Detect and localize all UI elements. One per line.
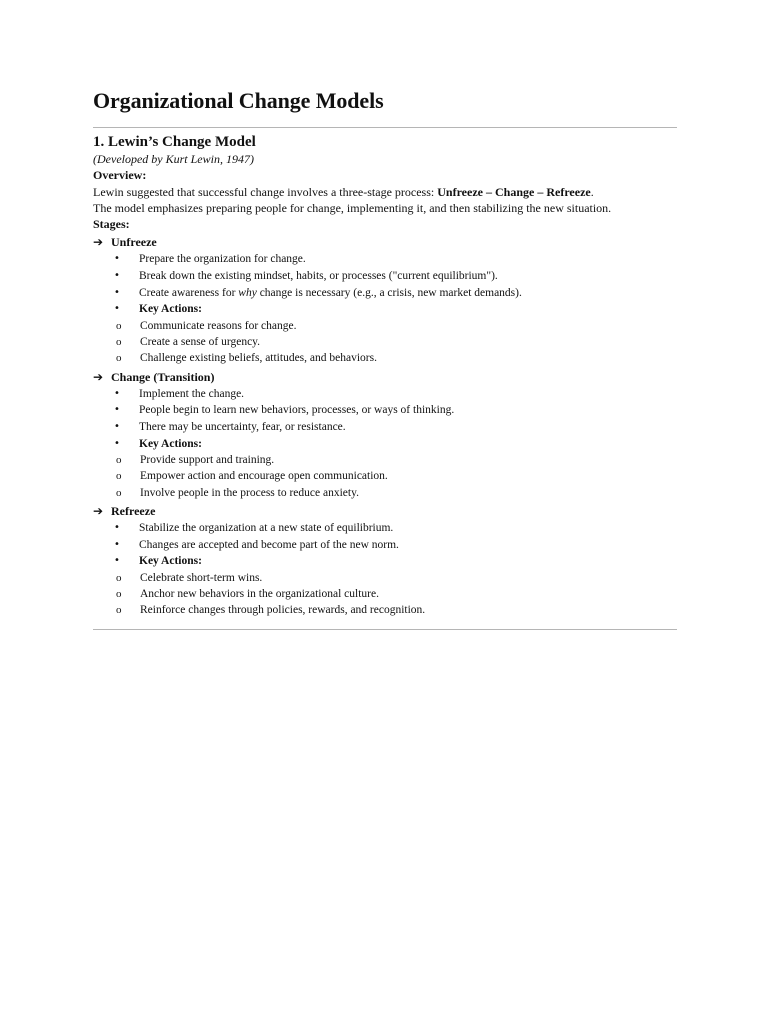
awareness-suffix: change is necessary (e.g., a crisis, new market demands). — [256, 286, 522, 299]
bullet-icon: • — [114, 437, 120, 449]
list-item — [93, 334, 677, 350]
overview-line-2: The model emphasizes preparing people for change, implementing it, and then stabilizing the new situation. — [93, 200, 612, 215]
stage-points-list — [93, 386, 677, 452]
sub-bullet-icon: o — [116, 588, 122, 601]
list-item-text: Create a sense of urgency. — [140, 336, 261, 349]
list-item — [93, 452, 677, 468]
list-item-text: Provide support and training. — [140, 454, 275, 467]
key-actions-list — [93, 452, 677, 501]
sub-bullet-icon: o — [116, 470, 122, 483]
stage-title: Refreeze — [111, 504, 156, 519]
bullet-icon: • — [114, 420, 120, 432]
key-actions-list — [93, 318, 677, 367]
section-subtitle: (Developed by Kurt Lewin, 1947) — [93, 152, 254, 166]
bullet-icon: • — [114, 387, 120, 399]
key-actions-list — [93, 570, 677, 619]
right-arrow-icon: ➔ — [93, 235, 104, 250]
list-item-text: Break down the existing mindset, habits, or processes ("current equilibrium"). — [139, 270, 498, 283]
list-item — [93, 350, 677, 366]
sub-bullet-icon: o — [116, 454, 122, 467]
list-item — [93, 268, 677, 285]
awareness-prefix: Create awareness for — [139, 286, 239, 299]
bullet-icon: • — [114, 538, 120, 550]
list-item-text: Celebrate short-term wins. — [140, 571, 263, 584]
divider-bottom — [93, 629, 677, 630]
list-item — [93, 570, 677, 586]
overview-process-steps: Unfreeze – Change – Refreeze — [437, 184, 591, 199]
sub-bullet-icon: o — [116, 571, 122, 584]
list-item — [93, 485, 677, 501]
section-lewin — [93, 133, 677, 619]
list-item — [93, 251, 677, 268]
list-item — [93, 553, 677, 570]
list-item-text: Stabilize the organization at a new state of equilibrium. — [139, 522, 394, 535]
list-item-text: People begin to learn new behaviors, processes, or ways of thinking. — [139, 404, 455, 417]
awareness-emphasis: why — [238, 286, 257, 299]
bullet-icon: • — [114, 253, 120, 265]
overview-line-1-prefix: Lewin suggested that successful change involves a three-stage process: — [93, 184, 438, 199]
list-item-text: Challenge existing beliefs, attitudes, and behaviors. — [140, 352, 377, 365]
key-actions-label: Key Actions: — [139, 303, 202, 316]
stage-unfreeze — [93, 234, 677, 366]
list-item — [93, 602, 677, 618]
list-item — [93, 419, 677, 436]
stage-change — [93, 369, 677, 501]
divider-top — [93, 127, 677, 128]
stages-label: Stages: — [93, 217, 130, 232]
list-item-text: Communicate reasons for change. — [140, 319, 297, 332]
list-item — [93, 386, 677, 403]
list-item — [93, 468, 677, 484]
list-item-text: Empower action and encourage open communication. — [140, 470, 388, 483]
list-item — [93, 520, 677, 537]
document-page — [93, 86, 677, 630]
sub-bullet-icon: o — [116, 604, 122, 617]
sub-bullet-icon: o — [116, 486, 122, 499]
stage-heading — [93, 234, 677, 250]
stage-title: Unfreeze — [111, 235, 157, 250]
stage-title: Change (Transition) — [111, 369, 215, 384]
list-item-text: Changes are accepted and become part of the new norm. — [139, 538, 399, 551]
list-item-text: Anchor new behaviors in the organizational culture. — [140, 588, 379, 601]
list-item — [93, 318, 677, 334]
list-item — [93, 586, 677, 602]
list-item — [93, 436, 677, 453]
stage-refreeze — [93, 503, 677, 619]
right-arrow-icon: ➔ — [93, 369, 104, 384]
section-heading: 1. Lewin’s Change Model — [93, 134, 256, 150]
key-actions-label: Key Actions: — [139, 437, 202, 450]
overview-label: Overview: — [93, 168, 147, 183]
bullet-icon: • — [114, 286, 120, 298]
list-item-text: Involve people in the process to reduce anxiety. — [140, 486, 359, 499]
right-arrow-icon: ➔ — [93, 504, 104, 519]
list-item — [93, 402, 677, 419]
overview-line-1 — [93, 184, 677, 200]
list-item-text: Reinforce changes through policies, rewards, and recognition. — [140, 604, 426, 617]
stage-heading — [93, 369, 677, 385]
list-item — [93, 301, 677, 318]
bullet-icon: • — [114, 522, 120, 534]
overview-line-1-suffix: . — [590, 184, 594, 199]
bullet-icon: • — [114, 303, 120, 315]
key-actions-label: Key Actions: — [139, 555, 202, 568]
bullet-icon: • — [114, 404, 120, 416]
stage-heading — [93, 503, 677, 519]
stage-points-list — [93, 520, 677, 570]
bullet-icon: • — [114, 555, 120, 567]
sub-bullet-icon: o — [116, 336, 122, 349]
list-item-text: Prepare the organization for change. — [139, 253, 306, 266]
list-item-text: There may be uncertainty, fear, or resistance. — [139, 420, 346, 433]
stage-points-list — [93, 251, 677, 317]
bullet-icon: • — [114, 270, 120, 282]
list-item — [93, 285, 677, 302]
sub-bullet-icon: o — [116, 319, 122, 332]
list-item — [93, 537, 677, 554]
sub-bullet-icon: o — [116, 352, 122, 365]
document-title: Organizational Change Models — [93, 88, 384, 113]
list-item-text: Implement the change. — [139, 387, 245, 400]
